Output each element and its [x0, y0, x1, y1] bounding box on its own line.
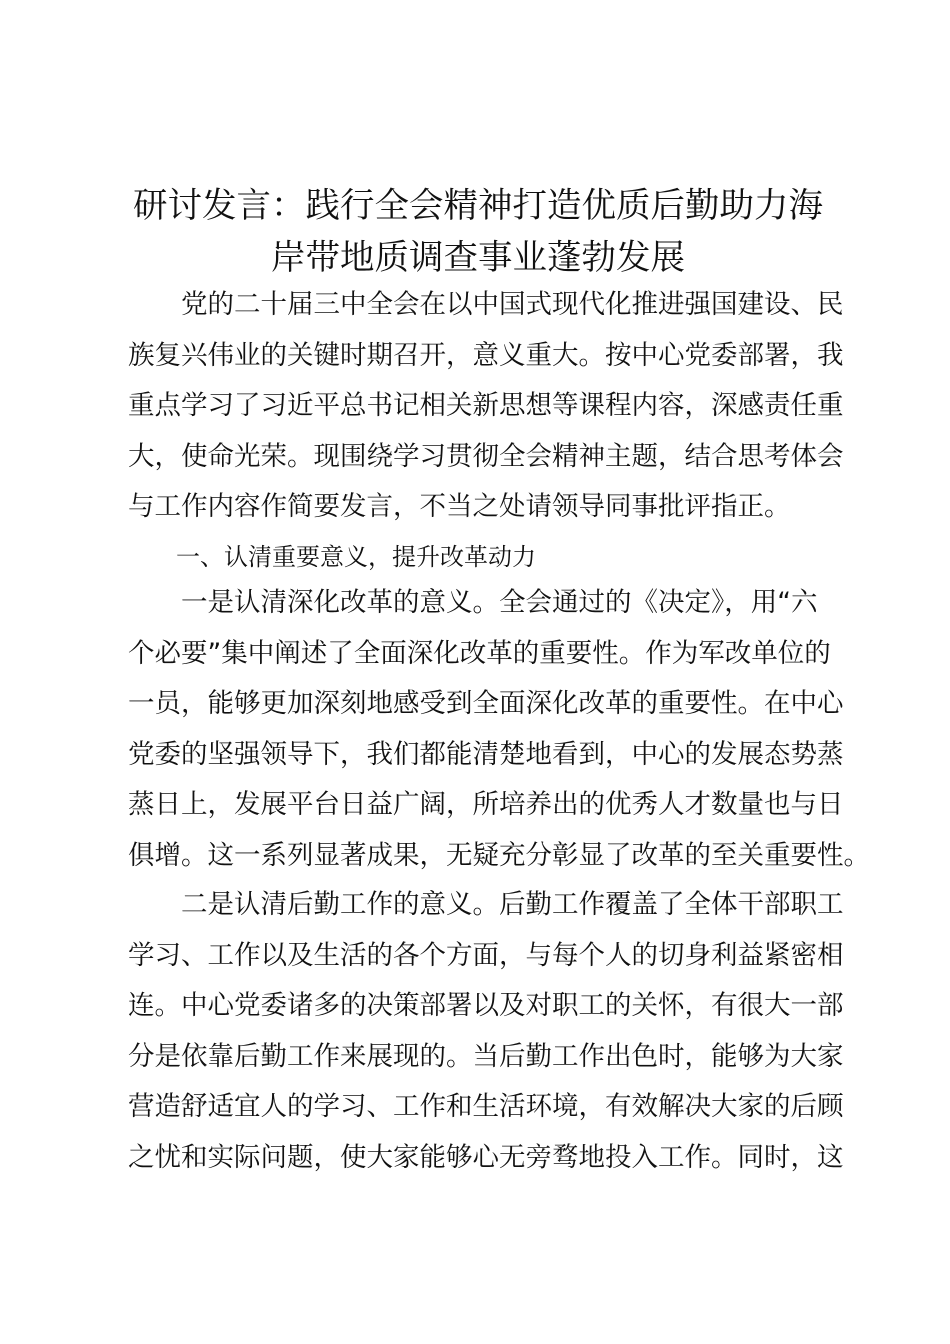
- text-line: 俱增。这一系列显著成果，无疑充分彰显了改革的至关重要性。: [128, 839, 870, 871]
- text-line: 族复兴伟业的关键时期召开，意义重大。按中心党委部署，我: [128, 339, 844, 371]
- text-line: 学习、工作以及生活的各个方面，与每个人的切身利益紧密相: [128, 939, 844, 971]
- text-line: 与工作内容作简要发言，不当之处请领导同事批评指正。: [128, 491, 791, 522]
- text-line: 个必要”集中阐述了全面深化改革的重要性。作为军改单位的: [128, 637, 831, 669]
- text-line: 大，使命光荣。现围绕学习贯彻全会精神主题，结合思考体会: [128, 440, 844, 472]
- text-line: 党委的坚强领导下，我们都能清楚地看到，中心的发展态势蒸: [128, 738, 844, 770]
- text-line: 一是认清深化改革的意义。全会通过的《决定》，用“六: [128, 587, 818, 618]
- section-heading: 一、认清重要意义，提升改革动力: [128, 543, 536, 571]
- text-line: 连。中心党委诸多的决策部署以及对职工的关怀，有很大一部: [128, 990, 844, 1021]
- text-line: 党的二十届三中全会在以中国式现代化推进强国建设、民: [128, 289, 844, 320]
- text-line: 蒸日上，发展平台日益广阔，所培养出的优秀人才数量也与日: [128, 789, 844, 820]
- text-line: 二是认清后勤工作的意义。后勤工作覆盖了全体干部职工: [128, 889, 844, 920]
- text-line: 分是依靠后勤工作来展现的。当后勤工作出色时，能够为大家: [128, 1040, 844, 1072]
- text-line: 营造舒适宜人的学习、工作和生活环境，有效解决大家的后顾: [128, 1091, 844, 1122]
- body-paragraph: [128, 578, 870, 881]
- text-line: 重点学习了习近平总书记相关新思想等课程内容，深感责任重: [128, 390, 844, 421]
- title-line: 岸带地质调查事业蓬勃发展: [271, 238, 685, 278]
- title-line: 研讨发言：践行全会精神打造优质后勤助力海: [133, 186, 823, 226]
- text-line: 之忧和实际问题，使大家能够心无旁骛地投入工作。同时，这: [128, 1141, 844, 1173]
- text-line: 一员，能够更加深刻地感受到全面深化改革的重要性。在中心: [128, 688, 844, 719]
- body-paragraph: [128, 880, 844, 1183]
- document-title: [118, 180, 838, 284]
- intro-paragraph: [128, 280, 844, 533]
